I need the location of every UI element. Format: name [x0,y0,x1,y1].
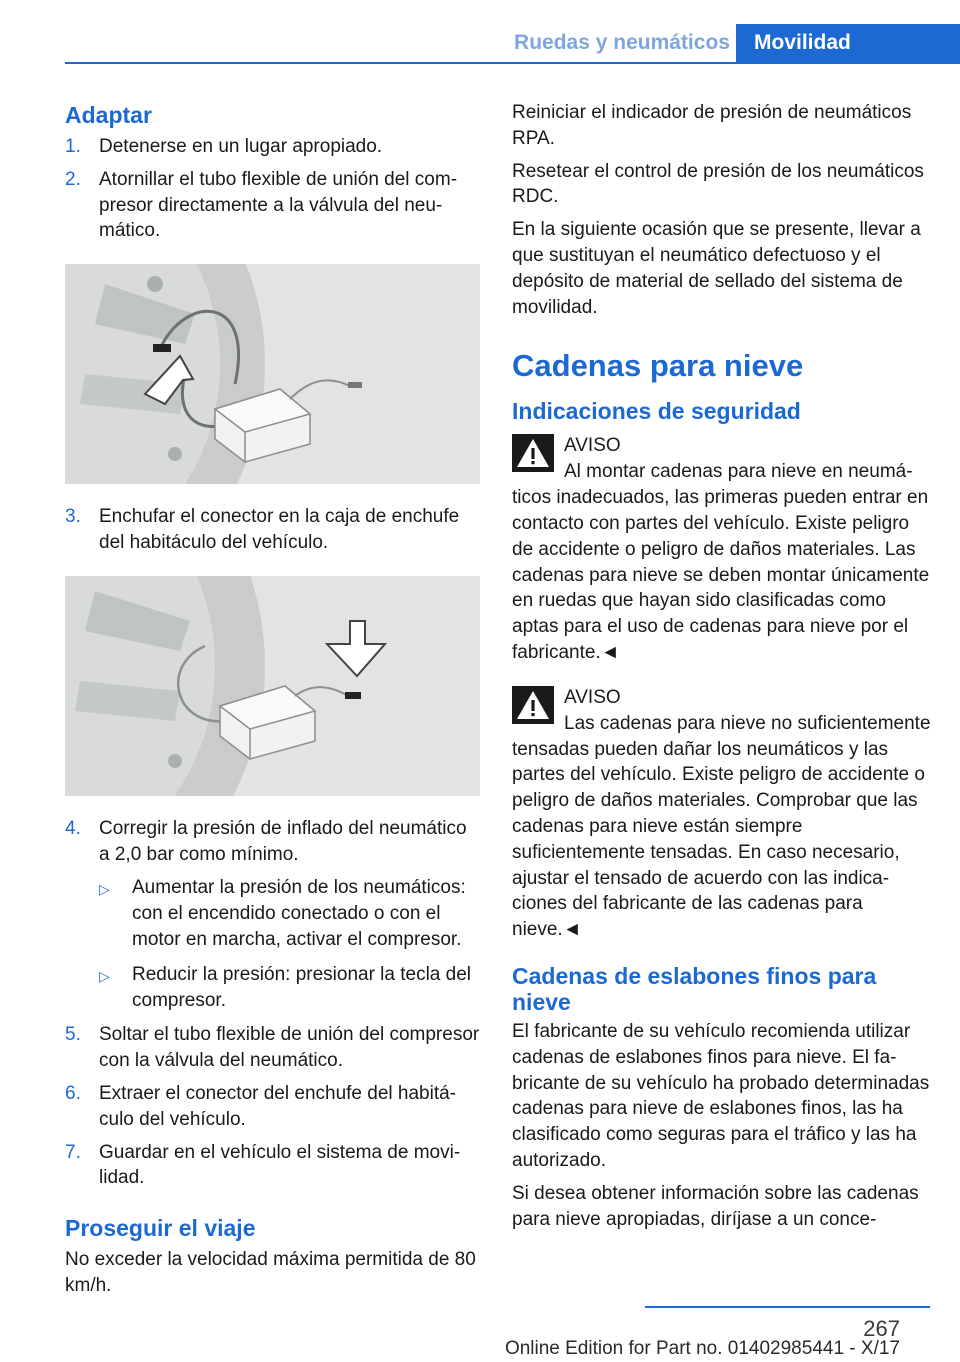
eslabones-heading: Cadenas de eslabones finos para nieve [512,962,877,1015]
step-number: 5. [65,1024,81,1046]
step-text: Atornillar el tubo flexible de unión del compresor directamente a la válvula del neumático. [99,168,458,242]
step-item [65,816,480,868]
step-item [65,167,480,244]
figure-compressor-hose-valve [65,264,480,484]
step-item [65,134,480,160]
steps-list-b [65,1022,480,1191]
step-number: 3. [65,506,81,528]
step-item [65,1140,480,1192]
seguridad-heading: Indicaciones de seguridad [512,398,801,425]
step-text: Detenerse en un lugar apropiado. [99,136,383,157]
step-item [65,504,480,556]
proseguir-heading: Proseguir el viaje [65,1215,256,1242]
substep-item [99,875,480,952]
warning-label: AVISO [564,686,621,708]
header-chapter-tab: Movilidad [736,24,960,62]
intro-paragraph-replace: En la siguiente ocasión que se presente, llevar a que sustituyan el neumático defectuoso y el depósito de material de sellado del sistema de movilidad. [512,219,921,318]
footer-rule [645,1306,930,1308]
substep-text: Reducir la presión: presionar la tecla del compresor. [132,963,472,1011]
page-number: 267 [863,1316,900,1341]
step-number: 7. [65,1141,81,1163]
step-number: 6. [65,1082,81,1104]
steps-list-4 [65,816,480,868]
warning-text: Las cadenas para nieve no suficientemente tensadas pueden dañar los neumáticos y las partes del vehículo. Existe peligro de accidente o peligro de daños materiales. Comprobar que las cadenas para nieve están siempre suficientemente tensadas. En caso necesario, ajustar el tensado de acuerdo con las indicaciones del fabricante de las cadenas para nieve.◄ [512,712,931,941]
triangle-bullet-icon: ▷ [99,881,110,898]
adaptar-heading: Adaptar [65,102,152,128]
substeps-list [99,875,480,1013]
proseguir-text: No exceder la velocidad máxima permitida de 80 km/h. [65,1249,476,1296]
step-text: Guardar en el vehículo el sistema de movilidad. [99,1141,461,1189]
intro-paragraph-rdc: Resetear el control de presión de los neumáticos RDC. [512,160,924,208]
step-text: Enchufar el conector en la caja de enchufe del habitáculo del vehículo. [99,506,460,553]
step-number: 4. [65,817,81,839]
step-number: 1. [65,136,81,157]
steps-list-3 [65,504,480,556]
cadenas-heading: Cadenas para nieve [512,348,804,384]
footer-edition: Online Edition for Part no. 01402985441 - X/17 [504,1338,900,1359]
warning-block [512,432,932,665]
step-number: 2. [65,168,81,190]
step-text: Soltar el tubo flexible de unión del compresor con la válvula del neumático. [99,1024,480,1072]
step-item [65,1022,480,1074]
step-item [65,1081,480,1133]
eslabones-paragraph: Si desea obtener información sobre las cadenas para nieve apropiadas, diríjase a un conce- [512,1182,919,1230]
header-section-title: Ruedas y neumáticos [510,24,734,62]
substep-item [99,962,480,1014]
left-column [65,100,480,1306]
figure-connector-socket [65,576,480,796]
triangle-bullet-icon: ▷ [99,967,110,984]
warning-triangle-icon [512,686,554,724]
right-column [512,100,932,1239]
step-text: Extraer el conector del enchufe del habitáculo del vehículo. [99,1082,456,1130]
substep-text: Aumentar la presión de los neumáticos: con el encendido conectado o con el motor en marcha, activar el compresor. [132,877,466,950]
warning-block [512,684,932,943]
warning-text: Al montar cadenas para nieve en neumáticos inadecuados, las primeras pueden entrar en contacto con partes del vehículo. Existe peligro de accidente o peligro de daños materiales. Las cadenas para nieve se deben montar únicamente en ruedas que hayan sido clasificadas como aptas para el uso de cadenas para nieve por el fabricante.◄ [512,461,930,663]
step-text: Corregir la presión de inflado del neumático a 2,0 bar como mínimo. [99,817,467,865]
header-rule [65,62,960,64]
steps-list-a [65,134,480,244]
warning-triangle-icon [512,434,554,472]
intro-paragraph-rpa: Reiniciar el indicador de presión de neumáticos RPA. [512,102,912,149]
warning-label: AVISO [564,435,621,457]
eslabones-paragraph: El fabricante de su vehículo recomienda utilizar cadenas de eslabones finos para nieve. El fabricante de su vehículo ha probado determinadas cadenas para nieve de eslabones finos, las ha clasificado como seguras para el tráfico y las ha autorizado. [512,1020,930,1171]
